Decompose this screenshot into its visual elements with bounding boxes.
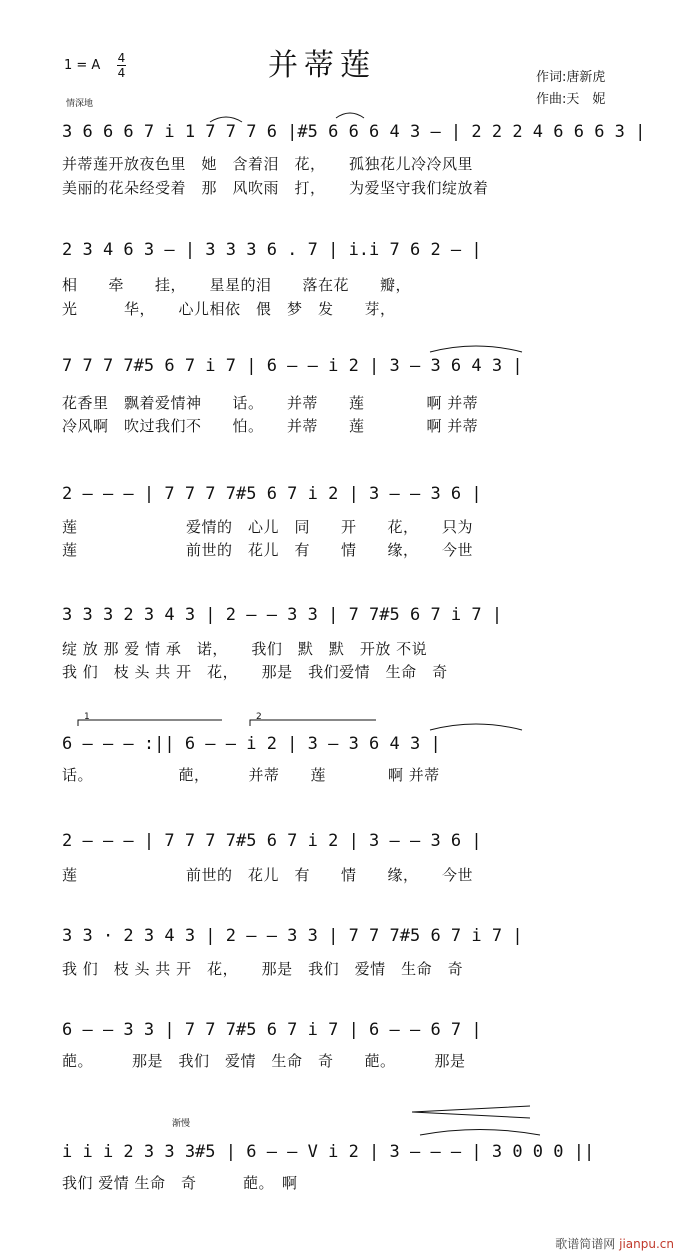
notation-line-2: 2 3 4 6 3 — | 3 3 3 6 . 7 | i.i 7 6 2 — | bbox=[62, 240, 482, 260]
watermark-url: jianpu.cn bbox=[619, 1237, 674, 1251]
lyric-line-5a: 绽 放 那 爱 情 承 诺， 我们 默 默 开放 不说 bbox=[62, 640, 428, 658]
lyric-line-3b: 冷风啊 吹过我们不 怕。 并蒂 莲 啊 并蒂 bbox=[62, 417, 479, 435]
notation-line-8: 3 3 · 2 3 4 3 | 2 — — 3 3 | 7 7 7#5 6 7 i 7 | bbox=[62, 926, 523, 946]
notation-line-6: 6 — — — :|| 6 — — i 2 | 3 — 3 6 4 3 | bbox=[62, 734, 441, 754]
notation-line-5: 3 3 3 2 3 4 3 | 2 — — 3 3 | 7 7#5 6 7 i 7 | bbox=[62, 605, 503, 625]
lyric-line-5b: 我 们 枝 头 共 开 花， 那是 我们爱情 生命 奇 bbox=[62, 663, 448, 681]
volta-1-label: 1 bbox=[84, 712, 90, 722]
expression-mark-slow: 渐慢 bbox=[172, 1119, 191, 1129]
watermark bbox=[555, 1235, 674, 1252]
composer-credit: 作曲:天 妮 bbox=[536, 92, 606, 107]
decrescendo-hairpin bbox=[412, 1106, 530, 1118]
tie-arc bbox=[420, 1130, 540, 1136]
key-signature: 1 = A bbox=[64, 58, 101, 73]
lyric-line-10: 我们 爱情 生命 奇 葩。 啊 bbox=[62, 1174, 298, 1192]
notation-line-1: 3 6 6 6 7 i 1 7 7 7 6 |#5 6 6 6 4 3 — | 2 2 2 4 6 6 6 3 | bbox=[62, 122, 646, 142]
volta-2-bracket bbox=[250, 720, 376, 726]
watermark-text: 歌谱简谱网 bbox=[555, 1237, 616, 1251]
song-title: 并蒂莲 bbox=[268, 48, 376, 83]
tie-arc bbox=[430, 724, 522, 730]
lyric-line-1b: 美丽的花朵经受着 那 风吹雨 打， 为爱坚守我们绽放着 bbox=[62, 179, 489, 197]
notation-line-3: 7 7 7 7#5 6 7 i 7 | 6 — — i 2 | 3 — 3 6 4 3 | bbox=[62, 356, 523, 376]
volta-2-label: 2 bbox=[256, 712, 262, 722]
lyric-line-9: 葩。 那是 我们 爱情 生命 奇 葩。 那是 bbox=[62, 1052, 466, 1070]
lyric-line-1a: 并蒂莲开放夜色里 她 含着泪 花， 孤独花儿冷冷风里 bbox=[62, 155, 474, 173]
lyric-line-3a: 花香里 飘着爱情神 话。 并蒂 莲 啊 并蒂 bbox=[62, 394, 479, 412]
notation-line-4: 2 — — — | 7 7 7 7#5 6 7 i 2 | 3 — — 3 6 | bbox=[62, 484, 482, 504]
notation-line-10: i i i 2 3 3 3#5 | 6 — — V i 2 | 3 — — — | 3 0 0 0 || bbox=[62, 1142, 595, 1162]
lyric-line-8: 我 们 枝 头 共 开 花， 那是 我们 爱情 生命 奇 bbox=[62, 960, 464, 978]
lyric-line-4b: 莲 前世的 花儿 有 情 缘， 今世 bbox=[62, 541, 474, 559]
lyric-line-2a: 相 牵 挂， 星星的泪 落在花 瓣， bbox=[62, 276, 412, 294]
notation-line-7: 2 — — — | 7 7 7 7#5 6 7 i 2 | 3 — — 3 6 | bbox=[62, 831, 482, 851]
tie-arc bbox=[336, 113, 364, 118]
expression-mark-start: 情深地 bbox=[66, 99, 94, 109]
tie-arc bbox=[210, 117, 242, 122]
notation-line-9: 6 — — 3 3 | 7 7 7#5 6 7 i 7 | 6 — — 6 7 | bbox=[62, 1020, 482, 1040]
lyric-line-2b: 光 华， 心儿相依 偎 梦 发 芽， bbox=[62, 300, 396, 318]
lyric-line-6: 话。 葩， 并蒂 莲 啊 并蒂 bbox=[62, 766, 440, 784]
volta-1-bracket bbox=[78, 720, 222, 726]
time-signature-bottom: 4 bbox=[117, 66, 126, 80]
time-signature-top: 4 bbox=[117, 51, 126, 65]
lyric-line-4a: 莲 爱情的 心儿 同 开 花， 只为 bbox=[62, 518, 474, 536]
lyricist-credit: 作词:唐新虎 bbox=[536, 70, 606, 85]
lyric-line-7: 莲 前世的 花儿 有 情 缘， 今世 bbox=[62, 866, 474, 884]
tie-arc bbox=[430, 346, 522, 352]
